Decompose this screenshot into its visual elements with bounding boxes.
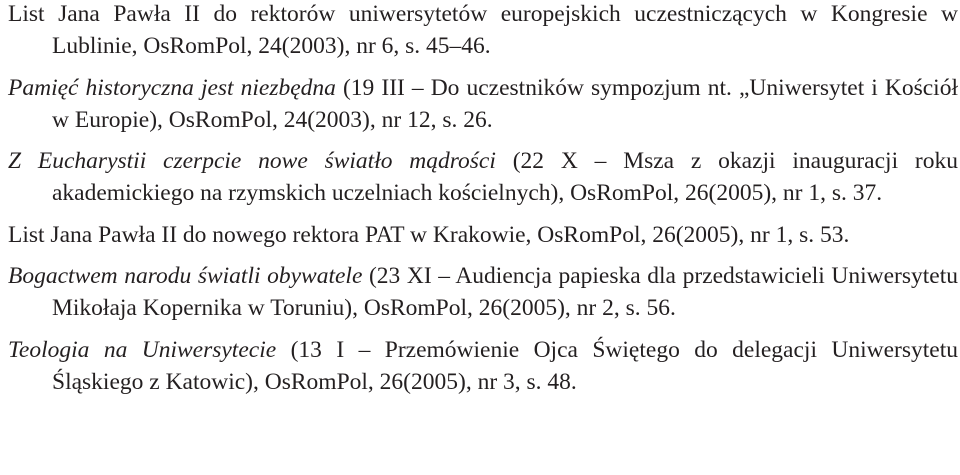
entry-title: Bogactwem narodu światli obywatele (8, 263, 363, 289)
bibliography-entry (8, 72, 958, 136)
bibliography-entry (8, 260, 958, 324)
entry-details: (22 X – Msza z okazji inauguracji roku akademickiego na rzymskich uczelniach kościelnych), OsRomPol, 26(2005), nr 1, s. 37. (52, 148, 958, 206)
bibliography-page (8, 0, 958, 407)
entry-title: Pamięć historyczna jest niezbędna (8, 74, 336, 101)
bibliography-entry (8, 219, 958, 251)
entry-details: (23 XI – Audiencja papieska dla przedstawicieli Uniwersytetu Mikołaja Kopernika w Toruniu), OsRomPol, 26(2005), nr 2, s. 56. (52, 263, 959, 321)
entry-details: List Jana Pawła II do rektorów uniwersytetów europejskich uczestniczących w Kongresie w Lublinie, OsRomPol, 24(2003), nr 6, s. 45–46. (8, 1, 958, 59)
entry-details: (19 III – Do uczestników sympozjum nt. „Uniwersytet i Kościół w Europie), OsRomPol, 24(2003), nr 12, s. 26. (52, 74, 958, 133)
entry-details: List Jana Pawła II do nowego rektora PAT w Krakowie, OsRomPol, 26(2005), nr 1, s. 53. (8, 221, 850, 248)
entry-title: Z Eucharystii czerpcie nowe światło mądrości (8, 148, 496, 174)
bibliography-entry (8, 0, 958, 62)
bibliography-entry (8, 334, 958, 398)
entry-title: Teologia na Uniwersytecie (8, 336, 277, 363)
entry-details: (13 I – Przemówienie Ojca Świętego do delegacji Uniwersytetu Śląskiego z Katowic), OsRomPol, 26(2005), nr 3, s. 48. (52, 336, 958, 395)
bibliography-entry (8, 145, 958, 209)
